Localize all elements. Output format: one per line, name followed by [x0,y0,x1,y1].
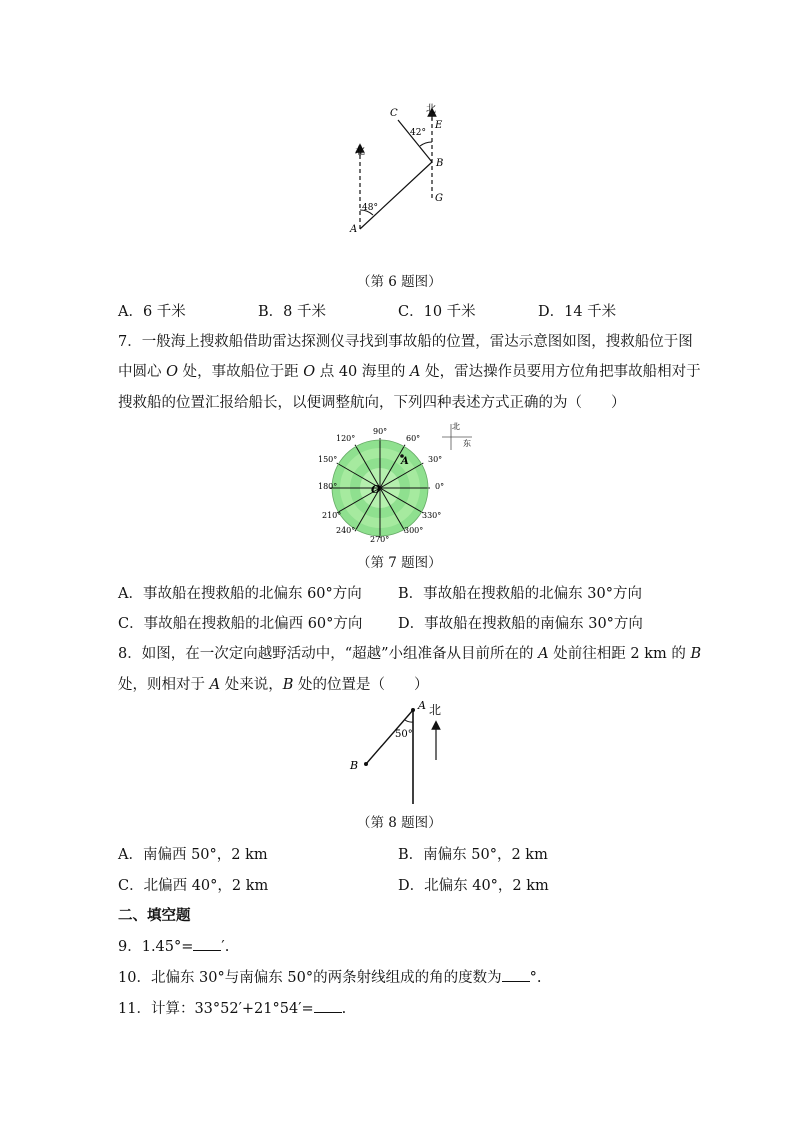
q7-option-b[interactable]: B．事故船在搜救船的北偏东 30°方向 [398,586,642,602]
deg-270-label: 270° [370,535,390,544]
deg-180-label: 180° [318,482,338,491]
q7-line-2: 中圆心 O 处，事故船位于距 O 点 40 海里的 A 处，雷达操作员要用方位角把事故船相对于 [118,364,701,380]
figure-7-caption: （第 7 题图） [357,555,442,571]
label-b: B [350,759,359,772]
center-o-label: O [371,483,381,496]
q6-option-a[interactable]: A．6 千米 [118,304,186,320]
label-g: G [435,193,443,204]
q8-option-c[interactable]: C．北偏西 40°，2 km [118,878,269,894]
angle-50-label: 50° [395,729,413,740]
segment-bc [398,120,432,162]
q8-option-b[interactable]: B．南偏东 50°，2 km [398,847,548,863]
north-label: 北 [429,703,442,717]
section-2-title: 二、填空题 [118,907,191,924]
figure-7-radar [318,420,488,545]
deg-120-label: 120° [336,434,356,443]
label-b: B [436,158,444,169]
figure-8-caption: （第 8 题图） [357,815,442,831]
deg-60-label: 60° [406,434,421,443]
q9-line: 9．1.45°= ′. [118,936,229,957]
figure-8 [345,700,455,805]
q9-blank[interactable] [193,936,221,951]
angle-42-label: 42° [410,128,426,138]
deg-90-label: 90° [373,427,388,436]
deg-150-label: 150° [318,455,338,464]
q8-option-d[interactable]: D．北偏东 40°，2 km [398,878,549,894]
q6-option-b[interactable]: B．8 千米 [258,304,326,320]
q8-line-1: 8．如图，在一次定向越野活动中，“超越”小组准备从目前所在的 A 处前往相距 2 km 的 B [118,646,702,662]
label-e: E [435,120,443,131]
deg-30-label: 30° [428,455,443,464]
figure-6-caption: （第 6 题图） [357,274,442,290]
q6-option-d[interactable]: D．14 千米 [538,304,617,320]
north-label-a: 北 [355,146,365,157]
q11-blank[interactable] [314,998,342,1013]
point-a-label: A [401,456,409,467]
segment-ab [360,162,432,229]
compass-north-label: 北 [452,422,460,431]
deg-0-label: 0° [435,482,445,491]
figure-6 [340,98,460,258]
q6-option-c[interactable]: C．10 千米 [398,304,476,320]
q10-line: 10．北偏东 30°与南偏东 50°的两条射线组成的角的度数为 °. [118,967,541,988]
deg-330-label: 330° [422,511,442,520]
north-label-b: 北 [426,104,436,115]
q7-option-d[interactable]: D．事故船在搜救船的南偏东 30°方向 [398,616,643,632]
label-a: A [418,700,426,712]
label-c: C [390,108,398,119]
q10-blank[interactable] [502,967,530,982]
q8-line-2: 处，则相对于 A 处来说，B 处的位置是（ ） [118,677,429,693]
q7-option-a[interactable]: A．事故船在搜救船的北偏东 60°方向 [118,586,362,602]
q7-option-c[interactable]: C．事故船在搜救船的北偏西 60°方向 [118,616,363,632]
compass-east-label: 东 [463,439,471,448]
q11-line: 11．计算：33°52′+21°54′= . [118,998,346,1019]
label-a: A [350,224,358,235]
q7-line-3: 搜救船的位置汇报给船长，以便调整航向，下列四种表述方式正确的为（ ） [118,395,626,411]
deg-210-label: 210° [322,511,342,520]
deg-300-label: 300° [404,526,424,535]
deg-240-label: 240° [336,526,356,535]
q8-option-a[interactable]: A．南偏西 50°，2 km [118,847,268,863]
q7-line-1: 7．一般海上搜救船借助雷达探测仪寻找到事故船的位置，雷达示意图如图，搜救船位于图 [118,334,693,350]
angle-48-label: 48° [362,203,378,213]
